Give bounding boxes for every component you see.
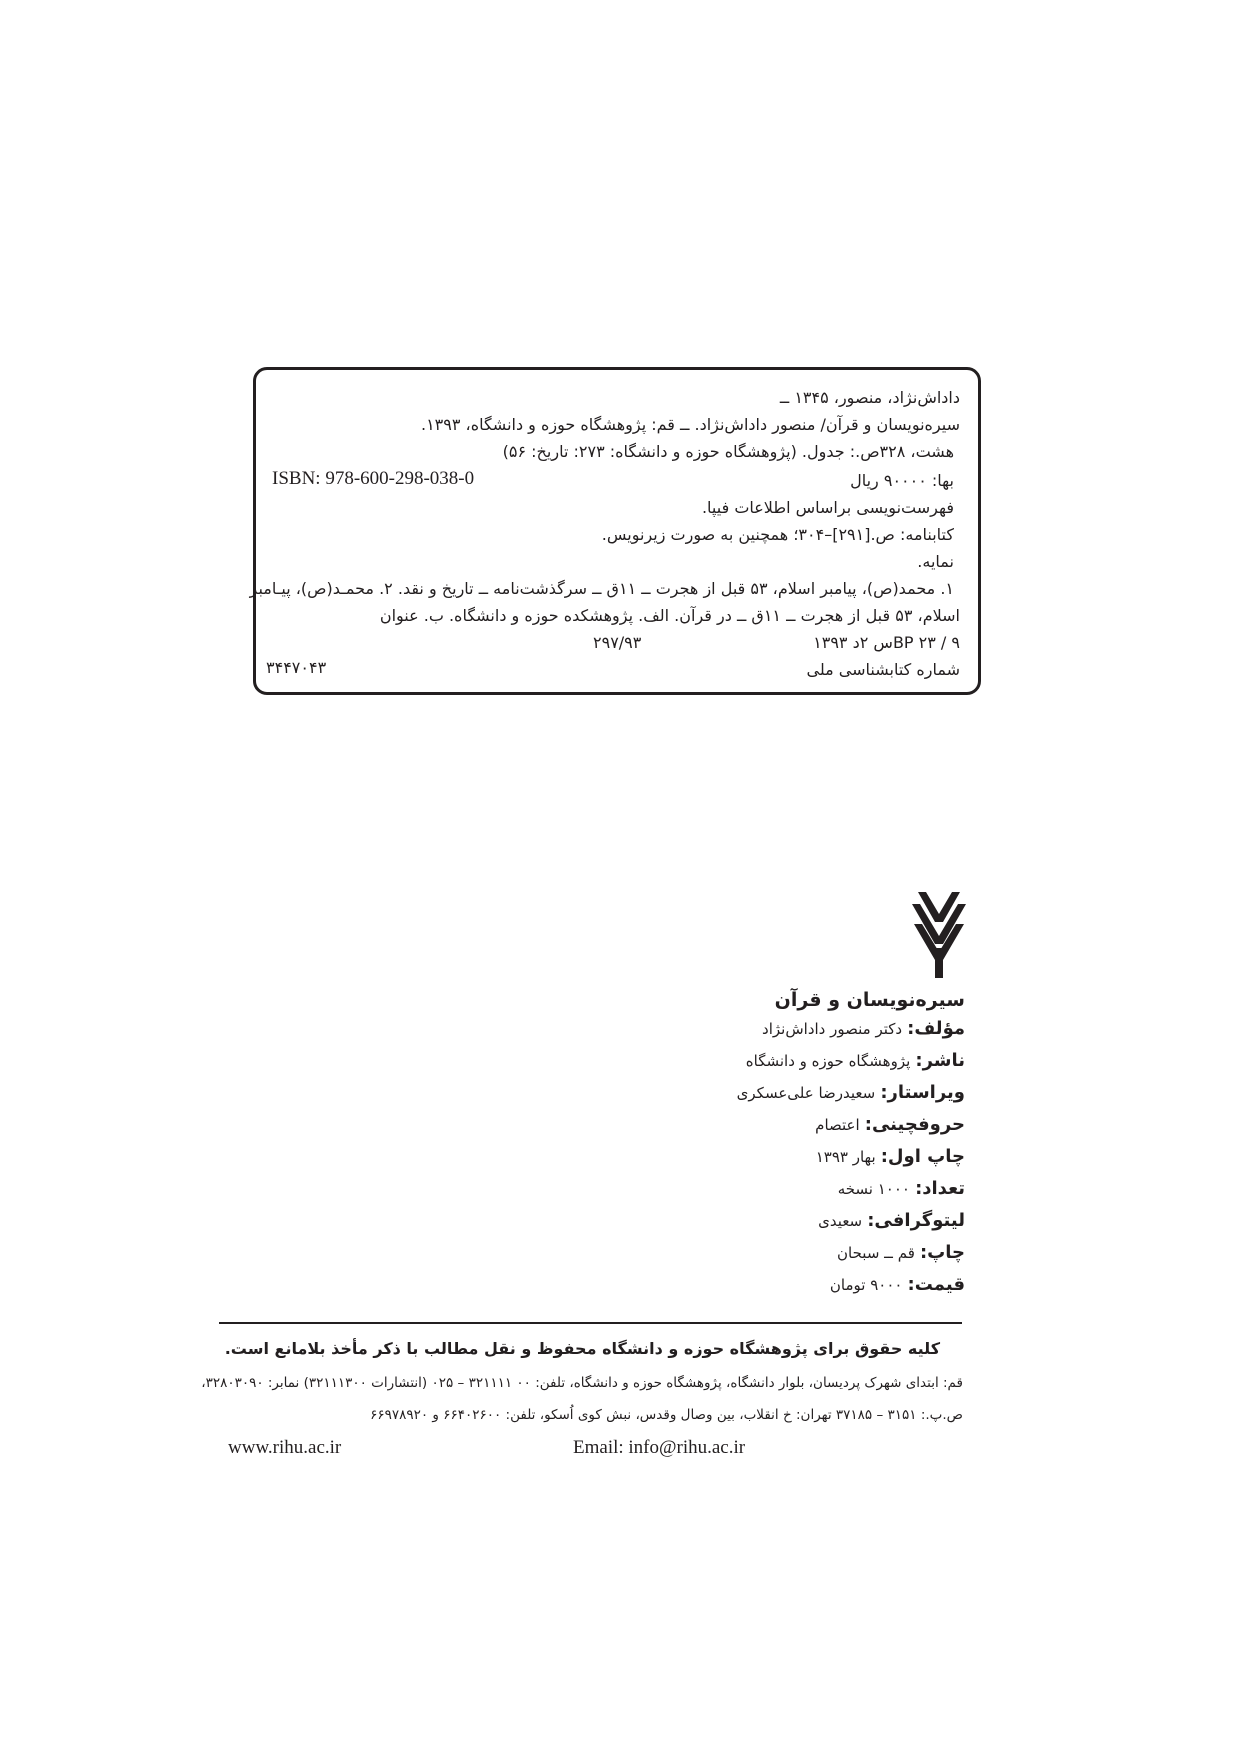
credit-value: دکتر منصور داداش‌نژاد — [762, 1020, 903, 1038]
cip-isbn: ISBN: 978-600-298-038-0 — [272, 468, 475, 489]
credit-label: حروفچینی: — [864, 1114, 965, 1135]
cip-national-number: ۳۴۴۷۰۴۳ — [266, 658, 327, 677]
credit-value: سعیدی — [818, 1212, 863, 1230]
credit-label: تعداد: — [915, 1178, 965, 1199]
book-credits — [737, 988, 965, 1306]
cip-author-line: داداش‌نژاد، منصور، ۱۳۴۵ ــ — [779, 388, 960, 407]
credit-label: ناشر: — [915, 1050, 965, 1071]
credit-label: چاپ اول: — [880, 1146, 965, 1167]
cip-physical-line: هشت، ۳۲۸ص.: جدول. (پژوهشگاه حوزه و دانشگاه: ۲۷۳: تاریخ: ۵۶) — [502, 442, 954, 461]
cip-national-label: شماره کتابشناسی ملی — [806, 660, 960, 679]
cip-subjects-line-1: ۱. محمد(ص)، پیامبر اسلام، ۵۳ قبل از هجرت ــ ۱۱ق ــ سرگذشت‌نامه ــ تاریخ و نقد. ۲. محمـد(ص)، پیـامبر — [249, 579, 954, 598]
credit-price — [737, 1274, 965, 1296]
footer-divider — [219, 1322, 962, 1324]
website-link[interactable]: www.rihu.ac.ir — [228, 1437, 342, 1458]
credit-lithography — [737, 1210, 965, 1232]
rihu-logo-icon — [912, 890, 966, 978]
credit-first-print — [737, 1146, 965, 1168]
credit-publisher — [737, 1050, 965, 1072]
credit-label: قیمت: — [907, 1274, 965, 1295]
credit-label: چاپ: — [919, 1242, 965, 1263]
credit-printing — [737, 1242, 965, 1264]
credit-label: مؤلف: — [907, 1018, 965, 1039]
cip-bibliography-note: کتابنامه: ص.[۲۹۱]–۳۰۴؛ همچنین به صورت زیرنویس. — [601, 525, 954, 544]
cip-index-note: نمایه. — [917, 552, 954, 571]
credit-label: لیتوگرافی: — [867, 1210, 965, 1231]
credit-author — [737, 1018, 965, 1040]
cip-title-line: سیره‌نویسان و قرآن/ منصور داداش‌نژاد. ــ قم: پژوهشگاه حوزه و دانشگاه، ۱۳۹۳. — [420, 415, 960, 434]
credit-editor — [737, 1082, 965, 1104]
credit-copies — [737, 1178, 965, 1200]
credit-typesetting — [737, 1114, 965, 1136]
address-qom: قم: ابتدای شهرک پردیسان، بلوار دانشگاه، پژوهشگاه حوزه و دانشگاه، تلفن: ۰۰ ۳۲۱۱۱۱ – ۰۲۵ (انتشارات ۳۲۱۱۱۳۰۰) نمابر: ۳۲۸۰۳۰۹۰، — [201, 1375, 963, 1391]
email-link[interactable]: Email: info@rihu.ac.ir — [573, 1437, 746, 1458]
cip-subjects-line-2: اسلام، ۵۳ قبل از هجرت ــ ۱۱ق ــ در قرآن. الف. پژوهشکده حوزه و دانشگاه. ب. عنوان — [379, 606, 960, 625]
cip-price: بها: ۹۰۰۰۰ ریال — [850, 471, 954, 490]
cip-catalog-box — [249, 367, 981, 695]
address-tehran: ص.پ.: ۳۱۵۱ – ۳۷۱۸۵ تهران: خ انقلاب، بین وصال وقدس، نبش کوی اُسکو، تلفن: ۶۶۴۰۲۶۰۰ و ۶۶۹۷۸۹۲۰ — [370, 1407, 963, 1423]
credit-value: اعتصام — [815, 1116, 860, 1134]
credit-value: ۹۰۰۰ تومان — [829, 1276, 903, 1294]
credit-value: ۱۰۰۰ نسخه — [837, 1180, 910, 1198]
cip-dewey: ۲۹۷/۹۳ — [593, 633, 642, 652]
credit-value: بهار ۱۳۹۳ — [815, 1148, 876, 1166]
credit-label: ویراستار: — [880, 1082, 965, 1103]
book-title: سیره‌نویسان و قرآن — [774, 989, 965, 1011]
cip-fipa-note: فهرست‌نویسی براساس اطلاعات فیپا. — [701, 498, 954, 517]
credit-value: قم ــ سبحان — [837, 1244, 915, 1262]
cip-lc-class: BP ۲۳ / ۹س ۲د ۱۳۹۳ — [813, 633, 960, 652]
copyright-notice: کلیه حقوق برای پژوهشگاه حوزه و دانشگاه محفوظ و نقل مطالب با ذکر مأخذ بلامانع است. — [224, 1339, 940, 1358]
credit-value: پژوهشگاه حوزه و دانشگاه — [745, 1052, 911, 1070]
credit-value: سعیدرضا علی‌عسکری — [736, 1084, 876, 1102]
